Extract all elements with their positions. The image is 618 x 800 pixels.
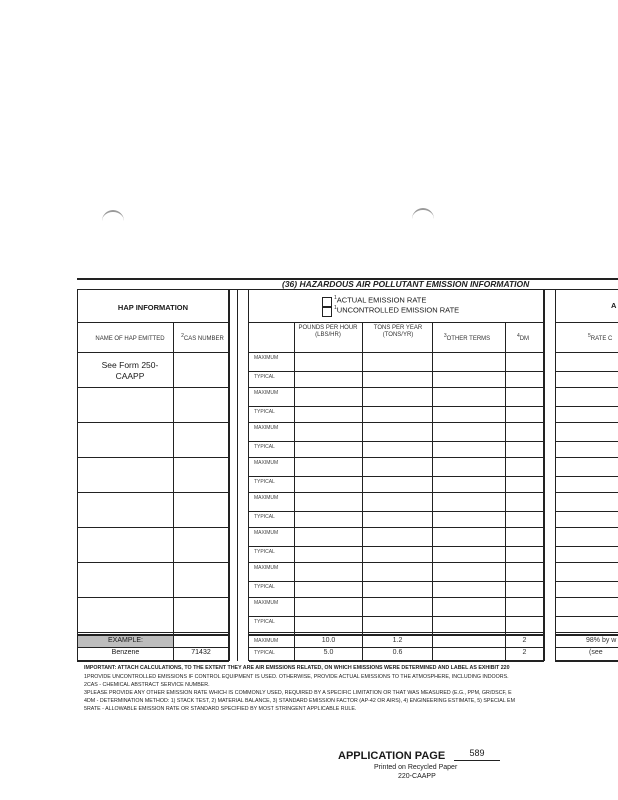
emission-input-cell[interactable] — [433, 407, 505, 424]
application-page-label: APPLICATION PAGE — [338, 750, 446, 762]
hap-info-header: HAP INFORMATION — [117, 303, 189, 312]
row-group-divider — [555, 457, 618, 458]
col-rate-header: $^5$RATE C — [588, 333, 613, 342]
emission-input-cell[interactable] — [506, 442, 543, 459]
col-dm-header: $^4$DM — [516, 333, 530, 342]
emission-input-cell[interactable] — [295, 563, 362, 580]
emission-input-cell[interactable] — [433, 617, 505, 634]
row-group-divider — [77, 632, 229, 633]
emission-input-cell[interactable] — [295, 407, 362, 424]
emission-input-cell[interactable] — [433, 563, 505, 580]
row-group-divider — [555, 597, 618, 598]
example-typ-label: TYPICAL — [254, 650, 275, 656]
emission-input-cell[interactable] — [295, 512, 362, 529]
example-max-label: MAXIMUM — [254, 638, 279, 644]
emission-input-cell[interactable] — [295, 547, 362, 564]
row-sub-divider — [555, 371, 618, 372]
emission-input-cell[interactable] — [295, 388, 362, 405]
emission-input-cell[interactable] — [295, 528, 362, 545]
col-other-header: $^3$OTHER TERMS — [443, 333, 491, 342]
binder-hole-mark-right — [412, 208, 434, 224]
emission-input-cell[interactable] — [433, 442, 505, 459]
emission-input-cell[interactable] — [506, 407, 543, 424]
emission-input-cell[interactable] — [506, 512, 543, 529]
emission-input-cell[interactable] — [433, 547, 505, 564]
emission-input-cell[interactable] — [506, 617, 543, 634]
row-group-divider — [77, 492, 229, 493]
row-group-divider — [555, 387, 618, 388]
row-label-maximum: MAXIMUM — [254, 355, 279, 361]
row-label-maximum: MAXIMUM — [254, 600, 279, 606]
emission-input-cell[interactable] — [295, 353, 362, 370]
example-typ-dm: 2 — [522, 649, 527, 656]
emission-input-cell[interactable] — [295, 617, 362, 634]
uncontrolled-emission-label: $^1$UNCONTROLLED EMISSION RATE — [334, 305, 460, 315]
emission-input-cell[interactable] — [506, 388, 543, 405]
emission-input-cell[interactable] — [506, 477, 543, 494]
row-label-maximum: MAXIMUM — [254, 530, 279, 536]
row-sub-divider — [555, 511, 618, 512]
emission-input-cell[interactable] — [363, 563, 432, 580]
row-group-divider — [77, 527, 229, 528]
emission-input-cell[interactable] — [506, 582, 543, 599]
emission-input-cell[interactable] — [506, 528, 543, 545]
example-max-lbs: 10.0 — [321, 637, 336, 644]
emission-input-cell[interactable] — [433, 388, 505, 405]
emission-input-cell[interactable] — [295, 477, 362, 494]
emission-input-cell[interactable] — [506, 547, 543, 564]
emission-input-cell[interactable] — [363, 528, 432, 545]
row-label-typical: TYPICAL — [254, 619, 275, 625]
emission-input-cell[interactable] — [506, 563, 543, 580]
emission-input-cell[interactable] — [506, 372, 543, 389]
example-cas: 71432 — [191, 649, 211, 656]
example-rate-max: 98% by w — [586, 637, 617, 644]
note-2: 2CAS - CHEMICAL ABSTRACT SERVICE NUMBER. — [84, 682, 210, 688]
row-label-typical: TYPICAL — [254, 409, 275, 415]
row-group-divider — [77, 387, 229, 388]
emission-input-cell[interactable] — [295, 582, 362, 599]
row-label-typical: TYPICAL — [254, 514, 275, 520]
example-typ-tons: 0.6 — [392, 649, 403, 656]
emission-input-cell[interactable] — [363, 353, 432, 370]
example-max-dm: 2 — [522, 637, 527, 644]
row-label-maximum: MAXIMUM — [254, 495, 279, 501]
emission-input-cell[interactable] — [363, 477, 432, 494]
row-sub-divider — [555, 581, 618, 582]
example-rate-typ: (see — [589, 649, 603, 656]
emission-input-cell[interactable] — [363, 582, 432, 599]
emission-input-cell[interactable] — [433, 493, 505, 510]
col-cas-header: $^2$CAS NUMBER — [181, 333, 224, 342]
row-group-divider — [77, 562, 229, 563]
actual-emission-label: $^1$ACTUAL EMISSION RATE — [334, 295, 427, 305]
emission-input-cell[interactable] — [295, 493, 362, 510]
emission-input-cell[interactable] — [363, 458, 432, 475]
row-group-divider — [555, 562, 618, 563]
emission-input-cell[interactable] — [433, 528, 505, 545]
emission-input-cell[interactable] — [433, 512, 505, 529]
emission-input-cell[interactable] — [433, 477, 505, 494]
row-label-typical: TYPICAL — [254, 479, 275, 485]
emission-input-cell[interactable] — [295, 423, 362, 440]
actual-emission-checkbox[interactable] — [322, 297, 332, 307]
emission-input-cell[interactable] — [363, 442, 432, 459]
row-group-divider — [555, 422, 618, 423]
row-group-divider — [77, 597, 229, 598]
row-group-divider — [77, 422, 229, 423]
row-group-divider — [77, 457, 229, 458]
emission-input-cell[interactable] — [363, 512, 432, 529]
row-sub-divider — [555, 406, 618, 407]
emission-input-cell[interactable] — [295, 372, 362, 389]
col-tons-header: TONS PER YEAR (TONS/YR) — [373, 325, 423, 338]
row-sub-divider — [555, 476, 618, 477]
emission-input-cell[interactable] — [363, 407, 432, 424]
row-label-maximum: MAXIMUM — [254, 460, 279, 466]
section-title: (36) HAZARDOUS AIR POLLUTANT EMISSION INFORMATION — [282, 279, 530, 289]
col-name-header: NAME OF HAP EMITTED — [95, 336, 165, 342]
emission-input-cell[interactable] — [433, 598, 505, 615]
emission-input-cell[interactable] — [506, 458, 543, 475]
printed-note: Printed on Recycled Paper — [374, 764, 458, 771]
row-label-typical: TYPICAL — [254, 444, 275, 450]
note-1: 1PROVIDE UNCONTROLLED EMISSIONS IF CONTROL EQUIPMENT IS USED. OTHERWISE, PROVIDE ACTUAL EMISSIONS TO THE ATMOSPHERE, INCLUDING INDOORS. — [84, 674, 509, 680]
row-group-divider — [555, 632, 618, 633]
emission-input-cell[interactable] — [363, 617, 432, 634]
emission-input-cell[interactable] — [363, 493, 432, 510]
emission-input-cell[interactable] — [363, 598, 432, 615]
row-label-typical: TYPICAL — [254, 374, 275, 380]
row-label-maximum: MAXIMUM — [254, 425, 279, 431]
emission-input-cell[interactable] — [295, 442, 362, 459]
example-max-tons: 1.2 — [392, 637, 403, 644]
emission-input-cell[interactable] — [363, 388, 432, 405]
emission-input-cell[interactable] — [506, 493, 543, 510]
note-3: 3PLEASE PROVIDE ANY OTHER EMISSION RATE WHICH IS COMMONLY USED, REQUIRED BY A SPECIFIC LIMITATION OR THAT WAS MEASURED (E.G., PPM, GR/DSCF, E — [84, 690, 512, 696]
row-sub-divider — [555, 441, 618, 442]
note-important: IMPORTANT: ATTACH CALCULATIONS, TO THE EXTENT THEY ARE AIR EMISSIONS RELATED, ON WHICH EMISSIONS WERE DETERMINED AND LABEL AS EXHIBIT 220 — [84, 665, 510, 671]
first-row-hap-name: See Form 250-CAAPP — [101, 360, 159, 381]
binder-hole-mark-left — [102, 210, 124, 226]
row-label-typical: TYPICAL — [254, 584, 275, 590]
row-label-maximum: MAXIMUM — [254, 565, 279, 571]
page-number: 589 — [469, 748, 485, 758]
emission-input-cell[interactable] — [363, 372, 432, 389]
emission-input-cell[interactable] — [433, 353, 505, 370]
row-group-divider — [555, 492, 618, 493]
emission-input-cell[interactable] — [506, 598, 543, 615]
emission-input-cell[interactable] — [506, 423, 543, 440]
example-typ-lbs: 5.0 — [323, 649, 334, 656]
emission-input-cell[interactable] — [363, 423, 432, 440]
emission-input-cell[interactable] — [433, 372, 505, 389]
col-lbs-header: POUNDS PER HOUR (LBS/HR) — [298, 325, 358, 338]
emission-input-cell[interactable] — [363, 547, 432, 564]
emission-input-cell[interactable] — [433, 458, 505, 475]
emission-input-cell[interactable] — [295, 598, 362, 615]
note-4: 4DM - DETERMINATION METHOD: 1) STACK TEST, 2) MATERIAL BALANCE, 3) STANDARD EMISSION FACTOR (AP-42 OR AIRS), 4) ENGINEERING ESTIMATE, 5) SPECIAL EM — [84, 698, 515, 704]
example-name: Benzene — [111, 649, 140, 656]
row-group-divider — [555, 527, 618, 528]
example-label: EXAMPLE: — [107, 637, 143, 644]
right-clipped-header: A — [611, 301, 617, 310]
row-label-typical: TYPICAL — [254, 549, 275, 555]
row-label-maximum: MAXIMUM — [254, 390, 279, 396]
emission-input-cell[interactable] — [433, 582, 505, 599]
row-sub-divider — [555, 616, 618, 617]
form-id: 220-CAAPP — [398, 773, 436, 780]
emission-input-cell[interactable] — [506, 353, 543, 370]
emission-input-cell[interactable] — [295, 458, 362, 475]
row-sub-divider — [555, 546, 618, 547]
note-5: 5RATE - ALLOWABLE EMISSION RATE OR STANDARD SPECIFIED BY MOST STRINGENT APPLICABLE RULE. — [84, 706, 357, 712]
uncontrolled-emission-checkbox[interactable] — [322, 307, 332, 317]
emission-input-cell[interactable] — [433, 423, 505, 440]
